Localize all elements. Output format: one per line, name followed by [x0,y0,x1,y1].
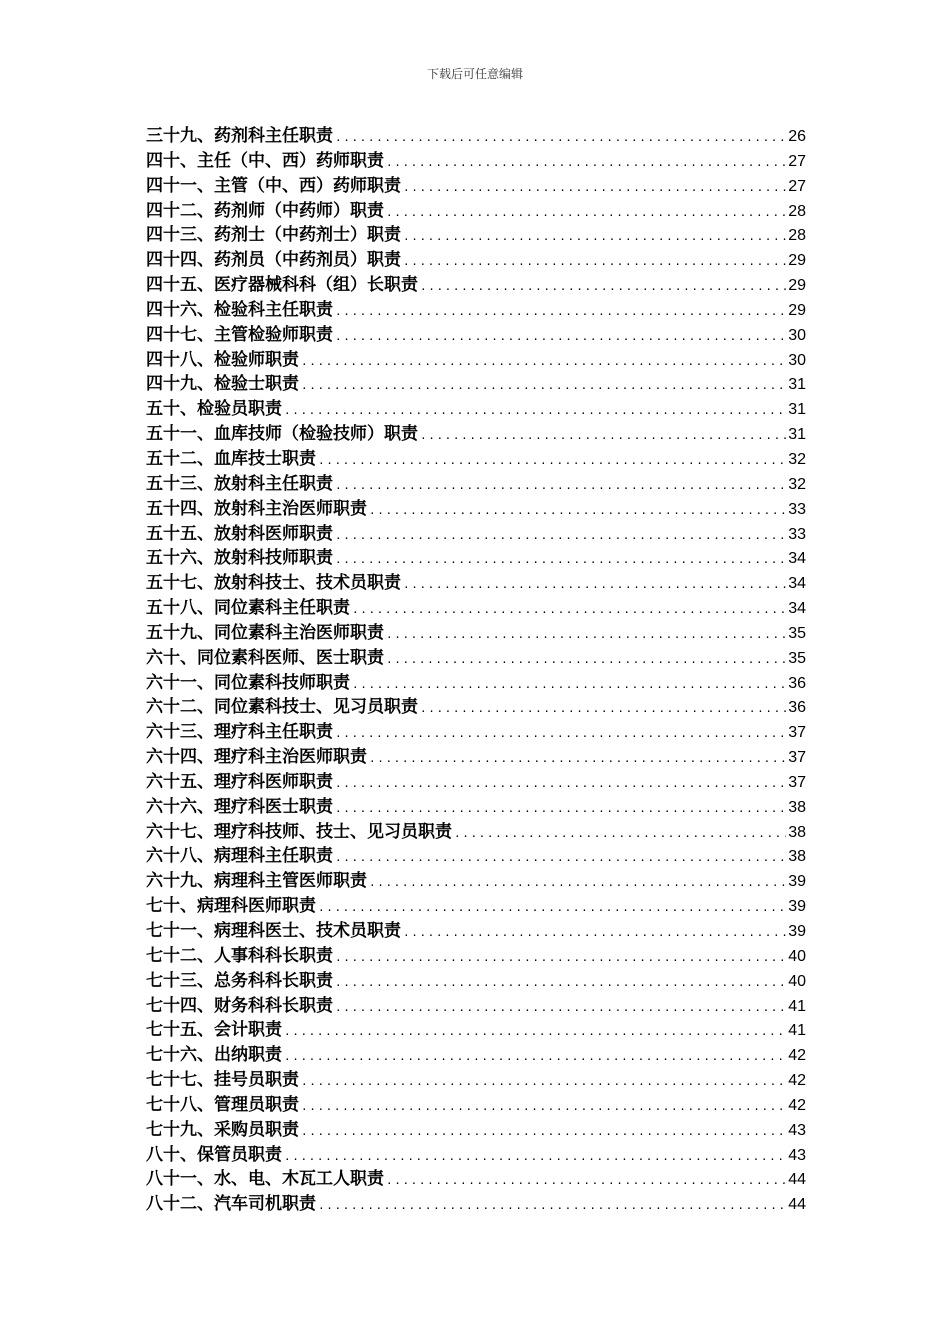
toc-entry-title: 六十八、病理科主任职责 [146,846,333,867]
toc-entry[interactable] [146,248,806,273]
toc-entry-title: 四十二、药剂师（中药师）职责 [146,200,384,221]
toc-dot-leader [335,126,786,151]
toc-entry-title: 六十三、理疗科主任职责 [146,722,333,743]
toc-dot-leader [318,449,786,474]
toc-entry-page-number: 39 [788,873,806,891]
toc-entry[interactable] [146,820,806,845]
toc-dot-leader [403,176,786,201]
toc-entry-title: 七十二、人事科科长职责 [146,945,333,966]
toc-dot-leader [284,1020,786,1045]
toc-entry-title: 七十四、财务科科长职责 [146,995,333,1016]
toc-dot-leader [301,1095,786,1120]
toc-entry[interactable] [146,994,806,1019]
toc-dot-leader [386,623,786,648]
toc-entry[interactable] [146,844,806,869]
toc-dot-leader [352,673,786,698]
toc-entry[interactable] [146,944,806,969]
toc-dot-leader [352,598,786,623]
toc-entry[interactable] [146,422,806,447]
toc-entry-title: 六十一、同位素科技师职责 [146,672,350,693]
toc-entry-title: 四十四、药剂员（中药剂员）职责 [146,250,401,271]
toc-entry-title: 五十六、放射科技师职责 [146,548,333,569]
toc-entry[interactable] [146,1192,806,1217]
toc-entry[interactable] [146,199,806,224]
toc-entry[interactable] [146,447,806,472]
toc-entry[interactable] [146,372,806,397]
toc-dot-leader [386,1169,786,1194]
toc-entry[interactable] [146,1018,806,1043]
toc-entry-page-number: 35 [788,624,806,642]
toc-entry-title: 六十六、理疗科医士职责 [146,796,333,817]
toc-entry[interactable] [146,348,806,373]
toc-entry[interactable] [146,646,806,671]
toc-entry-page-number: 44 [788,1196,806,1214]
toc-entry[interactable] [146,323,806,348]
toc-entry[interactable] [146,571,806,596]
toc-dot-leader [386,648,786,673]
toc-entry-page-number: 28 [788,227,806,245]
toc-entry[interactable] [146,1143,806,1168]
toc-entry[interactable] [146,273,806,298]
toc-entry-page-number: 42 [788,1096,806,1114]
toc-entry-page-number: 31 [788,401,806,419]
page-header: 下载后可任意编辑 [426,67,523,81]
toc-entry[interactable] [146,869,806,894]
toc-dot-leader [454,822,786,847]
toc-entry[interactable] [146,174,806,199]
toc-entry[interactable] [146,770,806,795]
toc-entry-page-number: 38 [788,848,806,866]
toc-entry-page-number: 26 [788,128,806,145]
toc-entry-page-number: 27 [788,152,806,170]
table-of-contents [146,124,806,1217]
toc-entry-title: 七十五、会计职责 [146,1020,282,1041]
toc-entry-page-number: 34 [788,550,806,568]
toc-entry[interactable] [146,1043,806,1068]
toc-entry[interactable] [146,497,806,522]
toc-dot-leader [335,772,786,797]
toc-entry-title: 六十二、同位素科技士、见习员职责 [146,697,418,718]
toc-dot-leader [403,921,786,946]
toc-entry-title: 七十、病理科医师职责 [146,896,316,917]
toc-entry[interactable] [146,745,806,770]
toc-entry-title: 六十七、理疗科技师、技士、见习员职责 [146,821,452,842]
toc-entry[interactable] [146,919,806,944]
toc-entry[interactable] [146,397,806,422]
toc-entry-title: 五十、检验员职责 [146,399,282,420]
toc-entry[interactable] [146,795,806,820]
toc-entry-page-number: 27 [788,177,806,195]
toc-dot-leader [335,300,786,325]
toc-entry[interactable] [146,1167,806,1192]
toc-entry-title: 六十五、理疗科医师职责 [146,771,333,792]
toc-entry-page-number: 37 [788,749,806,767]
toc-entry-page-number: 32 [788,450,806,468]
toc-entry-title: 四十五、医疗器械科科（组）长职责 [146,275,418,296]
toc-entry-page-number: 36 [788,699,806,717]
toc-dot-leader [318,1194,786,1219]
toc-entry-title: 八十一、水、电、木瓦工人职责 [146,1169,384,1190]
toc-entry[interactable] [146,223,806,248]
toc-entry-page-number: 43 [788,1146,806,1164]
toc-entry-page-number: 35 [788,649,806,667]
toc-entry-title: 四十九、检验士职责 [146,374,299,395]
toc-entry-title: 五十五、放射科医师职责 [146,523,333,544]
toc-dot-leader [301,1070,786,1095]
toc-entry-title: 三十九、药剂科主任职责 [146,126,333,146]
toc-entry-page-number: 30 [788,351,806,369]
toc-entry[interactable] [146,1068,806,1093]
toc-entry-title: 四十七、主管检验师职责 [146,324,333,345]
toc-entry-title: 五十八、同位素科主任职责 [146,598,350,619]
toc-dot-leader [335,846,786,871]
toc-dot-leader [335,474,786,499]
toc-dot-leader [335,524,786,549]
toc-entry-title: 七十三、总务科科长职责 [146,970,333,991]
toc-entry-title: 五十七、放射科技士、技术员职责 [146,573,401,594]
toc-entry[interactable] [146,695,806,720]
toc-entry-title: 七十九、采购员职责 [146,1119,299,1140]
toc-entry-title: 六十九、病理科主管医师职责 [146,871,367,892]
toc-entry[interactable] [146,1093,806,1118]
toc-entry[interactable] [146,522,806,547]
toc-dot-leader [386,151,786,176]
toc-dot-leader [335,996,786,1021]
toc-entry-page-number: 42 [788,1072,806,1090]
toc-entry-title: 七十八、管理员职责 [146,1094,299,1115]
toc-dot-leader [335,722,786,747]
toc-entry[interactable] [146,149,806,174]
toc-entry-page-number: 37 [788,773,806,791]
toc-entry[interactable] [146,671,806,696]
toc-entry-title: 六十、同位素科医师、医士职责 [146,647,384,668]
toc-dot-leader [386,201,786,226]
toc-dot-leader [369,499,786,524]
toc-dot-leader [318,896,786,921]
toc-entry-page-number: 31 [788,426,806,444]
toc-entry-page-number: 38 [788,823,806,841]
toc-entry-page-number: 34 [788,600,806,618]
toc-dot-leader [284,1045,786,1070]
toc-entry-title: 四十三、药剂士（中药剂士）职责 [146,225,401,246]
toc-entry-page-number: 36 [788,674,806,692]
toc-dot-leader [335,971,786,996]
toc-entry-title: 四十六、检验科主任职责 [146,299,333,320]
toc-entry-page-number: 41 [788,1022,806,1040]
toc-entry[interactable] [146,546,806,571]
toc-entry-page-number: 39 [788,923,806,940]
toc-dot-leader [301,350,786,375]
toc-dot-leader [403,250,786,275]
toc-entry[interactable] [146,969,806,994]
toc-entry-page-number: 41 [788,997,806,1015]
toc-dot-leader [284,1145,786,1170]
toc-entry[interactable] [146,472,806,497]
toc-entry-page-number: 37 [788,724,806,742]
toc-dot-leader [420,697,786,722]
toc-entry-page-number: 34 [788,575,806,593]
toc-entry-title: 七十七、挂号员职责 [146,1070,299,1091]
toc-entry[interactable] [146,894,806,919]
toc-entry-page-number: 33 [788,525,806,543]
toc-entry-title: 五十四、放射科主治医师职责 [146,498,367,519]
toc-dot-leader [301,1120,786,1145]
toc-dot-leader [335,548,786,573]
toc-dot-leader [335,946,786,971]
toc-entry-page-number: 28 [788,202,806,220]
toc-dot-leader [301,374,786,399]
toc-entry-page-number: 39 [788,898,806,916]
toc-entry-page-number: 38 [788,798,806,816]
toc-entry[interactable] [146,124,806,149]
toc-entry-title: 八十二、汽车司机职责 [146,1194,316,1215]
toc-entry-page-number: 42 [788,1047,806,1065]
toc-entry-page-number: 32 [788,475,806,493]
toc-entry-page-number: 44 [788,1171,806,1189]
toc-dot-leader [420,424,786,449]
toc-entry-title: 八十、保管员职责 [146,1144,282,1165]
toc-entry-title: 五十九、同位素科主治医师职责 [146,622,384,643]
toc-entry-page-number: 33 [788,500,806,518]
toc-entry-title: 四十八、检验师职责 [146,349,299,370]
toc-entry[interactable] [146,596,806,621]
toc-entry[interactable] [146,1118,806,1143]
toc-entry-title: 五十一、血库技师（检验技师）职责 [146,424,418,445]
toc-entry-title: 七十一、病理科医士、技术员职责 [146,921,401,941]
toc-dot-leader [335,325,786,350]
toc-dot-leader [369,747,786,772]
toc-entry-page-number: 29 [788,277,806,295]
toc-entry-title: 四十一、主管（中、西）药师职责 [146,175,401,196]
toc-entry-page-number: 29 [788,301,806,319]
toc-entry-title: 六十四、理疗科主治医师职责 [146,747,367,768]
toc-dot-leader [369,871,786,896]
toc-entry-title: 四十、主任（中、西）药师职责 [146,150,384,171]
toc-entry-page-number: 43 [788,1121,806,1139]
toc-entry-title: 五十三、放射科主任职责 [146,473,333,494]
toc-entry-page-number: 40 [788,972,806,990]
toc-entry[interactable] [146,621,806,646]
toc-entry-page-number: 30 [788,326,806,344]
toc-dot-leader [403,225,786,250]
toc-dot-leader [335,797,786,822]
toc-entry-title: 五十二、血库技士职责 [146,448,316,469]
toc-entry-page-number: 29 [788,252,806,270]
toc-entry[interactable] [146,298,806,323]
toc-dot-leader [284,399,786,424]
toc-entry-page-number: 31 [788,376,806,394]
toc-dot-leader [420,275,786,300]
toc-dot-leader [403,573,786,598]
toc-entry[interactable] [146,720,806,745]
toc-entry-page-number: 40 [788,947,806,965]
toc-entry-title: 七十六、出纳职责 [146,1045,282,1066]
